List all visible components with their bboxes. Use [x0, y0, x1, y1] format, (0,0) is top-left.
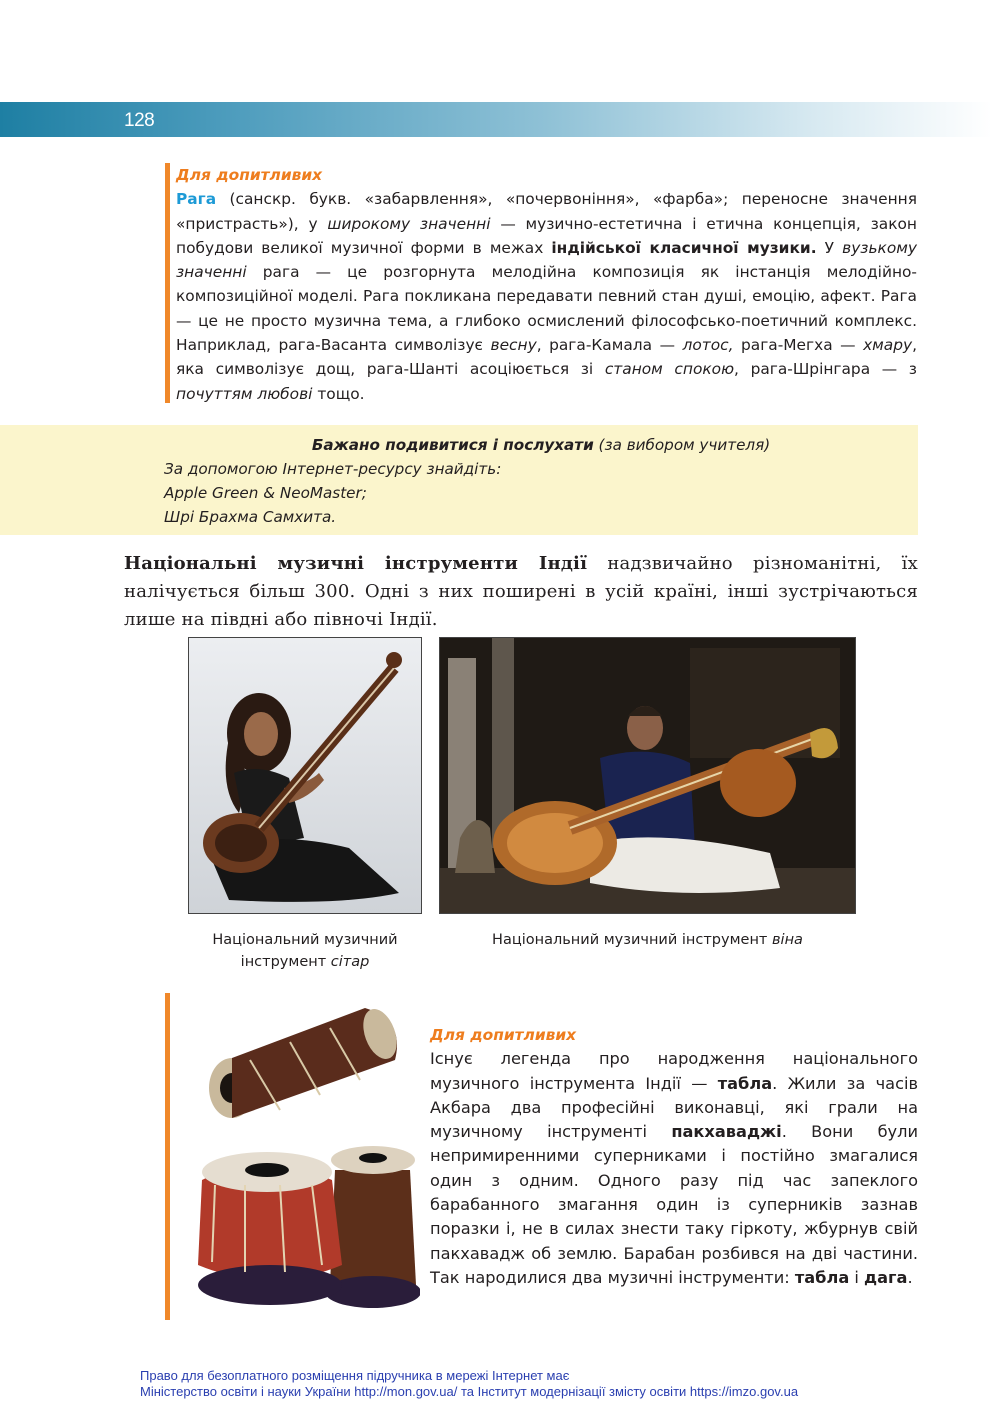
raga-keyword: Рага [176, 190, 217, 209]
footer-line-1: Право для безоплатного розміщення підручника в мережі Інтернет має [140, 1368, 570, 1383]
watch-line-3: Шрі Брахма Самхита. [164, 508, 337, 526]
sitar-caption-text: Національний музичний інструмент [212, 932, 398, 970]
text-span: станом спокою [604, 360, 735, 379]
curious-box-tabla [430, 1023, 918, 1290]
page-number: 128 [124, 110, 155, 131]
text-span: Існує легенда про народження національного музичного інструмента Індії — [430, 1049, 918, 1093]
text-span: тощо. [312, 384, 365, 403]
text-span: хмару [863, 336, 913, 355]
watch-line-2: Apple Green & NeoMaster; [164, 484, 367, 502]
tabla-legend [430, 1047, 918, 1290]
curious-box-title: Для допитливих [430, 1026, 577, 1044]
text-span: широкому значенні [327, 214, 491, 233]
text-span: , рага-Камала — [536, 336, 683, 355]
text-span: рага — це розгорнута мелодійна композиція як інстанція мелодійно-композиційної моделі. Рага покликана передавати певний стан душі, емоцію, афект. Рага — це не просто музична тема, а глибоко осмислений філософсько-поетичний комплекс. Наприклад, рага-Васанта символізує [176, 263, 917, 355]
veena-caption-name: віна [772, 932, 803, 948]
sitar-illustration [189, 638, 421, 913]
veena-caption-text: Національний музичний інструмент [492, 932, 772, 948]
instruments-heading-bold: Національні музичні інструменти Індії [124, 553, 588, 574]
curious-box-title: Для допитливих [176, 166, 323, 184]
text-span: пакхаваджі [671, 1122, 782, 1142]
text-span: почуттям любові [176, 384, 313, 403]
text-span: і [849, 1267, 865, 1287]
text-span: вузькому значенні [176, 238, 917, 282]
watch-line-1: За допомогою Інтернет-ресурсу знайдіть: [164, 460, 502, 478]
text-span: . Вони були непримиренними суперниками і постійно змагалися один з одним. Одного разу під час запеклого барабанного змагання один із суперників зазнав поразки і, не в силах знести таку гіркоту, жбурнув свій пакхавадж об землю. Барабан розбився на дві частини. Так народилися два музичні інструменти: [430, 1122, 918, 1287]
sitar-caption-name: сітар [330, 954, 370, 970]
text-span: , рага-Шрінгара — з [734, 360, 917, 379]
sitar-caption [188, 929, 422, 973]
watch-listen-box [0, 425, 918, 535]
raga-definition [176, 187, 917, 406]
instruments-paragraph [124, 550, 918, 634]
watch-box-heading [164, 433, 918, 457]
veena-photo [439, 637, 856, 914]
veena-caption [439, 929, 856, 951]
watch-box-title: Бажано подивитися і послухати [311, 436, 594, 454]
footer-license [140, 1368, 798, 1400]
text-span: надзвичайно різноманітні, їх налічується більш 300. Одні з них поширені в усій країні, інші зустрічаються лише на півдні або півночі Індії. [124, 553, 918, 630]
curious-box-raga [165, 163, 917, 403]
veena-illustration [440, 638, 855, 913]
drums-illustration [190, 1000, 420, 1310]
curious-box-accent-bar [165, 993, 170, 1320]
watch-box-note: (за вибором учителя) [593, 436, 771, 454]
footer-line-2: Міністерство освіти і науки України http://mon.gov.ua/ та Інститут модернізації змісту освіти https://imzo.gov.ua [140, 1384, 799, 1399]
text-span: індійської класичної музики. [551, 238, 817, 257]
text-span: , яка символізує дощ, рага-Шанті асоціюється зі [176, 336, 918, 379]
text-span: (санскр. букв. «забарвлення», «почервоніння», «фарба»; переносне значення «пристрасть»), у [176, 190, 917, 233]
text-span: весну [490, 336, 537, 355]
tabla-photo [190, 1000, 420, 1310]
text-span: лотос, [682, 336, 734, 355]
text-span: У [816, 238, 843, 257]
text-span: дага [864, 1267, 908, 1287]
text-span: табла [717, 1073, 773, 1093]
text-span: . Жили за часів Акбара два професійні виконавці, які грали на музичному інструменті [430, 1073, 919, 1142]
text-span: табла [794, 1267, 850, 1287]
sitar-photo [188, 637, 422, 914]
text-span: — музично-естетична і етична концепція, закон побудови великої музичної форми в межах [176, 214, 917, 257]
text-span: рага-Мегха — [733, 336, 864, 355]
text-span: . [907, 1267, 913, 1287]
